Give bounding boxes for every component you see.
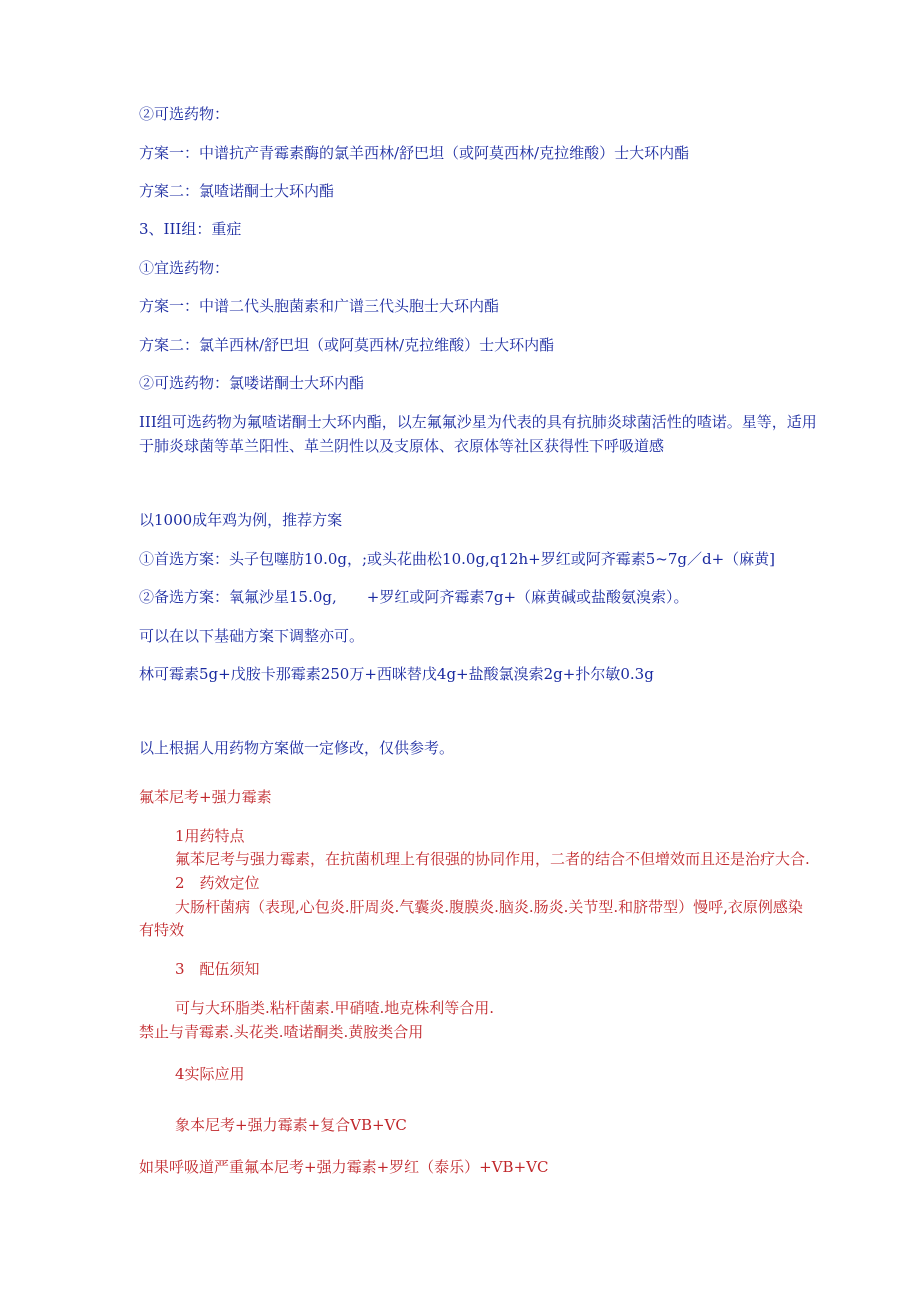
item-4-text-line-2: 如果呼吸道严重氟本尼考+强力霉素+罗红（泰乐）+VB+VC bbox=[139, 1158, 549, 1176]
preferred-drugs-heading: ①宜选药物： bbox=[139, 259, 230, 277]
group-three-heading: 3、III组：重症 bbox=[139, 220, 242, 238]
item-2-text-line-2: 有特效 bbox=[139, 921, 185, 939]
combo-title: 氟苯尼考+强力霉素 bbox=[139, 788, 272, 806]
plan-one-text: 方案一：中谱抗产青霉素酶的氯羊西林/舒巴坦（或阿莫西林/克拉维酸）士大环内酯 bbox=[139, 144, 690, 162]
group-three-optional-drugs: ②可选药物：氯喽诺酮士大环内酯 bbox=[139, 374, 365, 392]
item-3-text-line-1: 可与大环脂类.粘杆菌素.甲硝喳.地克株利等合用. bbox=[175, 999, 495, 1017]
chicken-intro: 以1000成年鸡为例，推荐方案 bbox=[139, 511, 343, 529]
group-three-note-line-1: III组可选药物为氟喳诺酮士大环内酯，以左氟氟沙星为代表的具有抗肺炎球菌活性的喳诺。星等，适用 bbox=[139, 413, 817, 431]
item-1-heading: 1用药特点 bbox=[175, 827, 245, 845]
group-three-plan-one: 方案一：中谱二代头胞菌素和广谱三代头胞士大环内酯 bbox=[139, 297, 500, 315]
item-2-heading: 2 药效定位 bbox=[175, 874, 260, 892]
group-three-note-line-2: 于肺炎球菌等革兰阳性、革兰阴性以及支原体、衣原体等社区获得性下呼吸道感 bbox=[139, 437, 665, 455]
first-choice-plan: ①首选方案：头子包噻肪10.0g，;或头花曲松10.0g,q12h+罗红或阿齐霉素5~7g／d+（麻黄] bbox=[139, 550, 776, 568]
formula-line: 林可霉素5g+戊胺卡那霉素250万+西咪替戊4g+盐酸氯溴索2g+扑尔敏0.3g bbox=[139, 665, 654, 683]
backup-choice-plan: ②备选方案：氧氟沙星15.0g, +罗红或阿齐霉素7g+（麻黄碱或盐酸氨溴索）。 bbox=[139, 588, 689, 606]
item-4-heading: 4实际应用 bbox=[175, 1065, 245, 1083]
group-three-plan-two: 方案二：氯羊西林/舒巴坦（或阿莫西林/克拉维酸）士大环内酯 bbox=[139, 336, 555, 354]
adjust-note: 可以在以下基础方案下调整亦可。 bbox=[139, 627, 365, 645]
item-3-text-line-2: 禁止与青霉素.头花类.喳诺酮类.黄胺类合用 bbox=[139, 1023, 424, 1041]
item-3-heading: 3 配伍须知 bbox=[175, 960, 260, 978]
item-4-text-line-1: 象本尼考+强力霉素+复合VB+VC bbox=[175, 1116, 407, 1134]
disclaimer: 以上根据人用药物方案做一定修改，仅供参考。 bbox=[139, 739, 455, 757]
item-2-text-line-1: 大肠杆菌病（表现,心包炎.肝周炎.气囊炎.腹膜炎.脑炎.肠炎.关节型.和脐带型）慢呼,衣原例感染 bbox=[175, 898, 803, 916]
optional-drugs-heading: ②可选药物： bbox=[139, 105, 230, 123]
plan-two-text: 方案二：氯喳诺酮士大环内酯 bbox=[139, 182, 335, 200]
item-1-text: 氟苯尼考与强力霉素，在抗菌机理上有很强的协同作用，二者的结合不但增效而且还是治疗大合. bbox=[175, 850, 810, 868]
